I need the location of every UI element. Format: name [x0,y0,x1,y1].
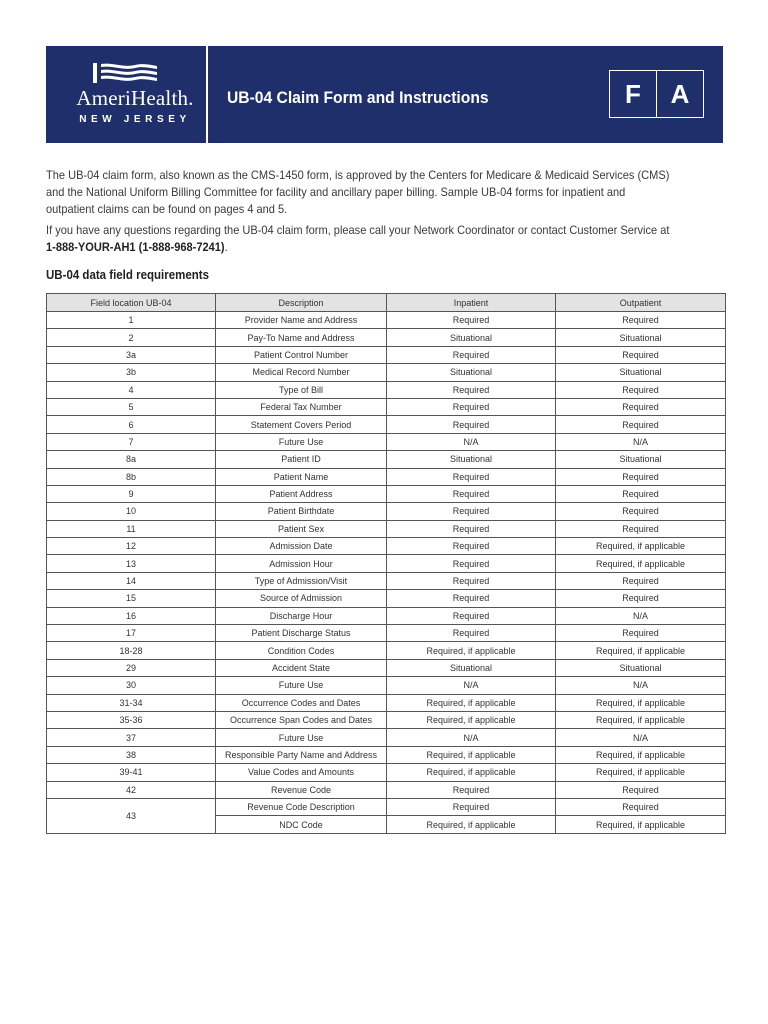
cell-inpatient: N/A [387,677,556,694]
cell-field: 11 [47,520,216,537]
cell-description: Condition Codes [216,642,387,659]
cell-field: 37 [47,729,216,746]
cell-field: 7 [47,433,216,450]
cell-description: Revenue Code Description [216,798,387,815]
cell-inpatient: Situational [387,451,556,468]
cell-inpatient: Required [387,312,556,329]
cell-description: Future Use [216,433,387,450]
cell-description: Responsible Party Name and Address [216,746,387,763]
table-row [47,364,726,381]
cell-field: 6 [47,416,216,433]
requirements-table [46,293,726,834]
cell-outpatient: Required [556,625,726,642]
contact-suffix: . [224,239,228,254]
cell-description: Patient Address [216,485,387,502]
cell-outpatient: Required [556,781,726,798]
cell-description: Patient Name [216,468,387,485]
cell-field: 10 [47,503,216,520]
cell-outpatient: Required [556,346,726,363]
table-row [47,659,726,676]
cell-outpatient: Required [556,572,726,589]
cell-outpatient: Situational [556,659,726,676]
cell-outpatient: N/A [556,433,726,450]
cell-field: 5 [47,398,216,415]
cell-inpatient: Required, if applicable [387,694,556,711]
logo-name: AmeriHealth. [76,86,194,110]
cell-outpatient: Required [556,398,726,415]
table-row [47,451,726,468]
cell-inpatient: Required [387,607,556,624]
cell-field: 43 [47,798,216,833]
table-row [47,764,726,781]
column-header-outpatient: Outpatient [556,294,726,312]
cell-outpatient: N/A [556,677,726,694]
cell-field: 13 [47,555,216,572]
badge-a: A [656,71,703,117]
cell-field: 9 [47,485,216,502]
cell-field: 17 [47,625,216,642]
cell-inpatient: Required [387,485,556,502]
table-row [47,503,726,520]
table-row [47,416,726,433]
flag-icon [93,63,159,83]
cell-description: Type of Admission/Visit [216,572,387,589]
cell-outpatient: Required, if applicable [556,816,726,833]
cell-field: 3a [47,346,216,363]
cell-description: Provider Name and Address [216,312,387,329]
section-badges [609,70,704,118]
cell-field: 1 [47,312,216,329]
cell-outpatient: Required, if applicable [556,764,726,781]
cell-field: 4 [47,381,216,398]
cell-field: 2 [47,329,216,346]
cell-description: Future Use [216,677,387,694]
badge-f: F [625,78,641,109]
cell-outpatient: N/A [556,607,726,624]
cell-outpatient: Situational [556,364,726,381]
cell-field: 15 [47,590,216,607]
table-row [47,781,726,798]
cell-outpatient: Required, if applicable [556,746,726,763]
cell-inpatient: Required, if applicable [387,816,556,833]
cell-field: 39-41 [47,764,216,781]
cell-inpatient: Required, if applicable [387,711,556,728]
cell-outpatient: Required [556,590,726,607]
cell-inpatient: Situational [387,659,556,676]
cell-outpatient: Situational [556,451,726,468]
table-row [47,711,726,728]
cell-description: Pay-To Name and Address [216,329,387,346]
cell-description: Patient Discharge Status [216,625,387,642]
column-header-field: Field location UB-04 [47,294,216,312]
table-header-row [47,294,726,312]
cell-field: 18-28 [47,642,216,659]
cell-outpatient: Required, if applicable [556,642,726,659]
cell-description: Admission Date [216,538,387,555]
table-row [47,468,726,485]
header-divider [206,46,208,143]
table-row [47,485,726,502]
cell-inpatient: Required [387,625,556,642]
table-row [47,572,726,589]
cell-outpatient: Required [556,503,726,520]
cell-outpatient: Required [556,520,726,537]
table-title: UB-04 data field requirements [46,268,209,282]
table-row [47,642,726,659]
cell-field: 30 [47,677,216,694]
column-header-description: Description [216,294,387,312]
cell-outpatient: Required, if applicable [556,555,726,572]
table-row [47,746,726,763]
cell-outpatient: Required [556,468,726,485]
cell-inpatient: Required [387,416,556,433]
table-row [47,798,726,815]
cell-field: 16 [47,607,216,624]
contact-paragraph [46,222,672,256]
table-row [47,398,726,415]
table-row [47,729,726,746]
cell-description: Occurrence Span Codes and Dates [216,711,387,728]
cell-field: 3b [47,364,216,381]
cell-inpatient: N/A [387,729,556,746]
cell-inpatient: Situational [387,364,556,381]
table-row [47,433,726,450]
cell-inpatient: N/A [387,433,556,450]
table-body [47,312,726,834]
cell-description: Discharge Hour [216,607,387,624]
cell-inpatient: Required [387,381,556,398]
cell-outpatient: N/A [556,729,726,746]
column-header-inpatient: Inpatient [387,294,556,312]
cell-description: Type of Bill [216,381,387,398]
cell-inpatient: Required [387,798,556,815]
cell-description: Patient Birthdate [216,503,387,520]
table-row [47,538,726,555]
cell-inpatient: Required, if applicable [387,642,556,659]
cell-inpatient: Required, if applicable [387,764,556,781]
cell-inpatient: Required [387,503,556,520]
cell-description: Revenue Code [216,781,387,798]
cell-outpatient: Required [556,312,726,329]
cell-description: Statement Covers Period [216,416,387,433]
cell-inpatient: Required [387,398,556,415]
cell-outpatient: Required [556,798,726,815]
cell-description: Medical Record Number [216,364,387,381]
cell-inpatient: Required, if applicable [387,746,556,763]
cell-field: 14 [47,572,216,589]
cell-description: Federal Tax Number [216,398,387,415]
cell-description: Future Use [216,729,387,746]
table-row [47,590,726,607]
cell-inpatient: Required [387,555,556,572]
cell-description: Occurrence Codes and Dates [216,694,387,711]
cell-inpatient: Required [387,538,556,555]
table-row [47,677,726,694]
header-banner [46,46,723,143]
cell-field: 35-36 [47,711,216,728]
cell-field: 8a [47,451,216,468]
cell-description: Source of Admission [216,590,387,607]
cell-outpatient: Required [556,381,726,398]
cell-inpatient: Required [387,590,556,607]
table-row [47,625,726,642]
cell-field: 31-34 [47,694,216,711]
page-title: UB-04 Claim Form and Instructions [227,88,489,107]
cell-outpatient: Required, if applicable [556,538,726,555]
cell-description: Accident State [216,659,387,676]
table-row [47,520,726,537]
contact-text: If you have any questions regarding the UB-04 claim form, please call your Network Coordinator or contact Customer Service at [46,223,670,237]
cell-outpatient: Required, if applicable [556,694,726,711]
cell-description: Value Codes and Amounts [216,764,387,781]
cell-description: NDC Code [216,816,387,833]
table-row [47,346,726,363]
cell-field: 29 [47,659,216,676]
cell-description: Patient Control Number [216,346,387,363]
table-row [47,381,726,398]
table-row [47,312,726,329]
cell-outpatient: Required [556,416,726,433]
cell-inpatient: Required [387,468,556,485]
cell-description: Patient ID [216,451,387,468]
table-row [47,555,726,572]
cell-field: 42 [47,781,216,798]
table-row [47,607,726,624]
cell-outpatient: Required, if applicable [556,711,726,728]
cell-inpatient: Required [387,520,556,537]
logo [46,46,206,143]
cell-outpatient: Situational [556,329,726,346]
logo-subtitle: NEW JERSEY [79,114,191,125]
cell-inpatient: Situational [387,329,556,346]
cell-field: 8b [47,468,216,485]
cell-description: Patient Sex [216,520,387,537]
cell-inpatient: Required [387,346,556,363]
cell-inpatient: Required [387,781,556,798]
intro-paragraph: The UB-04 claim form, also known as the CMS-1450 form, is approved by the Centers for Medicare & Medicaid Services (CMS) and the National Uniform Billing Committee for facility and ancillary paper billing. Sample UB-04 forms for inpatient and outpatient claims can be found on pages 4 and 5. [46,168,670,216]
cell-field: 12 [47,538,216,555]
table-row [47,329,726,346]
cell-inpatient: Required [387,572,556,589]
table-row [47,694,726,711]
cell-field: 38 [47,746,216,763]
cell-outpatient: Required [556,485,726,502]
phone-number: 1-888-YOUR-AH1 (1-888-968-7241) [46,239,225,254]
cell-description: Admission Hour [216,555,387,572]
